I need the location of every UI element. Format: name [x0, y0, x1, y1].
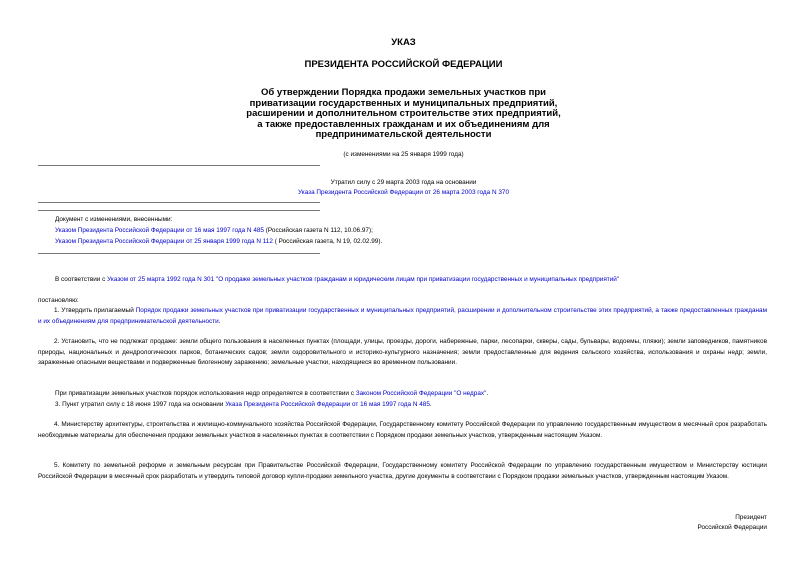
document-title	[0, 88, 807, 141]
title-line: Об утверждении Порядка продажи земельных участков при	[260, 87, 547, 98]
nedra-tail: .	[486, 390, 489, 397]
amendment-link[interactable]: Указом Президента Российской Федерации от 25 января 1999 года N 112	[55, 238, 273, 245]
divider	[38, 165, 320, 166]
issuer-heading: ПРЕЗИДЕНТА РОССИЙСКОЙ ФЕДЕРАЦИИ	[304, 59, 503, 70]
p1-lead: 1. Утвердить прилагаемый	[54, 307, 136, 314]
p1-tail: .	[218, 317, 221, 325]
preamble	[55, 275, 775, 286]
nedra-lead: При приватизации земельных участков порядок использования недр определяется в соответствии с	[55, 390, 356, 397]
paragraph-3	[55, 400, 767, 411]
amendments-heading: Документ с изменениями, внесенными:	[55, 216, 173, 223]
signature-org: Российской Федерации	[697, 524, 767, 531]
lost-force-text: Утратил силу с 29 марта 2003 года на основании	[330, 179, 477, 186]
nedra-link[interactable]: Законом Российской Федерации "О недрах"	[355, 390, 487, 397]
amendment-item	[55, 237, 382, 247]
divider	[38, 202, 320, 203]
title-line: приватизации государственных и муниципальных предприятий,	[249, 97, 558, 109]
divider	[38, 210, 320, 211]
title-line: расширении и дополнительном строительстве этих предприятий,	[246, 108, 561, 119]
lost-force-link[interactable]: Указа Президента Российской Федерации от 26 марта 2003 года N 370	[297, 189, 510, 196]
changes-note: (с изменениями на 25 января 1999 года)	[343, 151, 464, 158]
preamble-lead: В соответствии с	[55, 276, 108, 283]
title-line: а также предоставленных гражданам и их объединениям для	[257, 118, 550, 130]
signature-title: Президент	[735, 514, 767, 521]
amendment-item	[55, 226, 373, 236]
p3-tail: .	[429, 401, 432, 408]
amendment-link[interactable]: Указом Президента Российской Федерации от 16 мая 1997 года N 485	[55, 227, 264, 234]
paragraph-4: 4. Министерству архитектуры, строительства и жилищно-коммунального хозяйства Российской Федерации, Государственному комитету Российской Федерации по управлению государственным имуществом в месячный срок разработать необходимые материалы для обеспечения продажи земельных участков в населенных пунктах в соответствии с Порядком продажи земельных участков, утвержденным настоящим Указом.	[38, 421, 767, 439]
nedra-paragraph	[55, 389, 767, 400]
p3-link[interactable]: Указа Президента Российской Федерации от 16 мая 1997 года N 485	[225, 401, 430, 408]
signature-block	[698, 513, 768, 533]
divider	[38, 253, 320, 254]
p1-link[interactable]: Порядок продажи земельных участков при приватизации государственных и муниципальных предприятий, расширении и дополнительном строительстве этих предприятий, а также предоставленных гражданам и их объединениям для предпринимательской деятельности	[38, 307, 767, 325]
paragraph-5: 5. Комитету по земельной реформе и земельным ресурсам при Правительстве Российской Федерации, Государственному комитету Российской Федерации по управлению государственным имуществом и Министерству юстиции Российской Федерации в месячный срок разработать и утвердить типовой договор купли-продажи земельного участка, другие документы в соответствии с Порядком продажи земельных участков, утвержденным настоящим Указом.	[38, 462, 767, 480]
amendment-source: (Российская газета N 112, 10.06.97);	[264, 227, 373, 234]
paragraph-1	[38, 306, 767, 327]
p3-lead: 3. Пункт утратил силу с 18 июня 1997 года на основании	[55, 401, 226, 408]
paragraph-2: 2. Установить, что не подлежат продаже: земли общего пользования в населенных пунктах (площади, улицы, проезды, дороги, набережные, парки, лесопарки, скверы, сады, бульвары, водоемы, пляжи); земли заповедников, памятников природы, национальных и дендрологических парков, ботанических садов; земли оздоровительного и историко-культурного назначения; земли предоставленные для ведения сельского хозяйства, использования и охраны недр; земли, зараженные опасными веществами и подверженные биогенному заражению; земельные участки, находящиеся во временном пользовании.	[38, 338, 767, 366]
amendment-source: ( Российская газета, N 19, 02.02.99).	[272, 238, 383, 245]
lost-force-link-line	[0, 188, 807, 198]
preamble-link[interactable]: Указом от 25 марта 1992 года N 301 "О продаже земельных участков гражданам и юридическим лицам при приватизации государственных и муниципальных предприятий"	[107, 276, 620, 283]
title-line: предпринимательской деятельности	[315, 129, 492, 140]
doc-type-heading: УКАЗ	[391, 37, 416, 48]
decree-word: постановляю:	[38, 297, 79, 304]
